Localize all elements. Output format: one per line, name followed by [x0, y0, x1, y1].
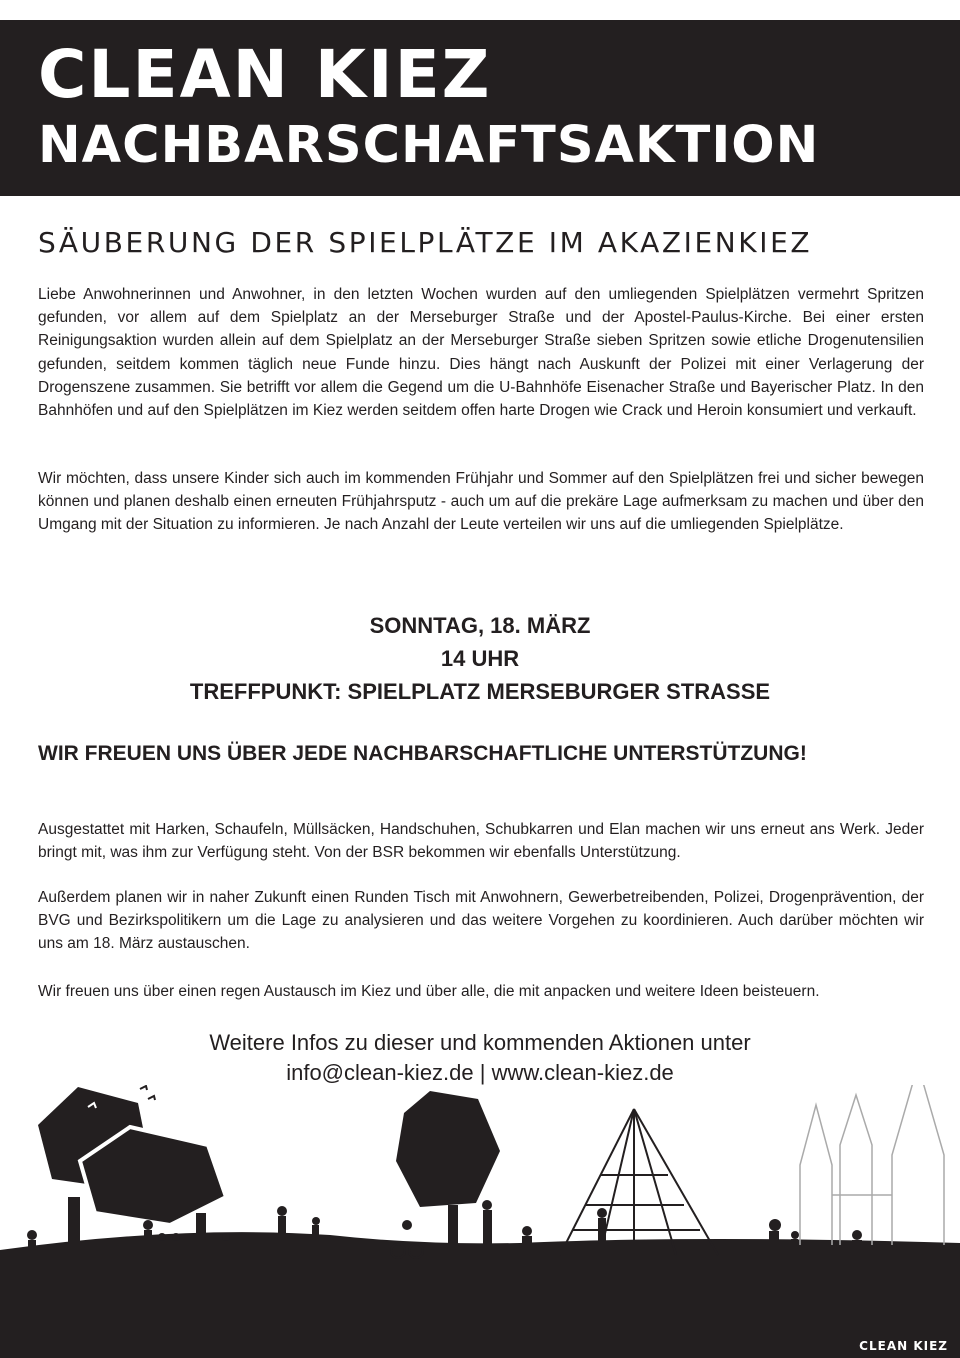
closing-paragraph: Wir freuen uns über einen regen Austausch im Kiez und über alle, die mit anpacken und weitere Ideen beisteuern. — [38, 983, 820, 1000]
more-info-line: Weitere Infos zu dieser und kommenden Aktionen unter — [209, 1030, 751, 1055]
header-banner — [0, 20, 960, 196]
intro-paragraph: Liebe Anwohnerinnen und Anwohner, in den letzten Wochen wurden auf den umliegenden Spielplätzen vermehrt Spritzen gefunden, vor allem auf dem Spielplatz an der Merseburger Straße und der Apostel-Paulus-Kirche. Bei einer ersten Reinigungsaktion wurden allein auf dem Spielplatz an der Merseburger Straße sieben Spritzen sowie etliche Drogenutensilien gefunden, seitdem kommen täglich neue Funde hinzu. Dies hängt nach Auskunft der Polizei mit einer Verlagerung der Drogenszene zusammen. Sie betrifft vor allem die Gegend um die U-Bahnhöfe Eisenacher Straße und Bayerischer Platz. In den Bahnhöfen und auf den Spielplätzen im Kiez werden seitdem offen harte Drogen wie Crack und Heroin konsumiert und verkauft. — [38, 286, 924, 420]
goal-paragraph: Wir möchten, dass unsere Kinder sich auch im kommenden Frühjahr und Sommer auf den Spielplätzen frei und sicher bewegen können und planen deshalb einen erneuten Frühjahrsputz - auch um auf die prekäre Lage aufmerksam zu machen und über den Umgang mit der Situation zu informieren. Je nach Anzahl der Leute verteilen wir uns auf die umliegenden Spielplätze. — [38, 470, 924, 534]
equipment-paragraph: Ausgestattet mit Harken, Schaufeln, Müllsäcken, Handschuhen, Schubkarren und Elan machen wir uns erneut ans Werk. Jeder bringt mit, was ihm zur Verfügung steht. Von der BSR bekommen wir ebenfalls Unterstützung. — [38, 821, 924, 862]
more-info — [0, 1028, 960, 1088]
playground-silhouette — [0, 1085, 960, 1358]
email-link[interactable]: info@clean-kiez.de — [286, 1060, 474, 1085]
title-nachbarschaftsaktion: NACHBARSCHAFTSAKTION — [38, 116, 820, 175]
appeal-heading: WIR FREUEN UNS ÜBER JEDE NACHBARSCHAFTLICHE UNTERSTÜTZUNG! — [38, 742, 807, 765]
tree-trunk-right — [448, 1205, 458, 1261]
tree-crown-right — [396, 1091, 500, 1207]
separator: | — [479, 1060, 486, 1085]
footer-logo: CLEAN KIEZ — [859, 1339, 948, 1353]
event-block — [0, 609, 960, 708]
title-clean-kiez: CLEAN KIEZ — [38, 36, 492, 113]
contact-line — [0, 1058, 960, 1088]
event-date: SONNTAG, 18. MÄRZ — [369, 613, 591, 638]
event-time: 14 UHR — [440, 646, 520, 671]
tree-trunk-middle — [196, 1213, 206, 1265]
church-outline — [800, 1085, 944, 1245]
bird-icon — [148, 1096, 155, 1100]
roundtable-paragraph: Außerdem planen wir in naher Zukunft einen Runden Tisch mit Anwohnern, Gewerbetreibenden, Polizei, Drogenprävention, der BVG und Bezirkspolitikern um die Lage zu analysieren und das weitere Vorgehen zu koordinieren. Auch darüber möchten wir uns am 18. März austauschen. — [38, 889, 924, 953]
bird-icon — [140, 1086, 147, 1090]
climbing-pyramid — [560, 1109, 718, 1255]
tree-trunk-left — [68, 1197, 80, 1265]
subtitle: SÄUBERUNG DER SPIELPLÄTZE IM AKAZIENKIEZ — [38, 226, 813, 259]
website-link[interactable]: www.clean-kiez.de — [491, 1060, 674, 1085]
event-meeting-point: TREFFPUNKT: SPIELPLATZ MERSEBURGER STRASSE — [189, 679, 771, 704]
